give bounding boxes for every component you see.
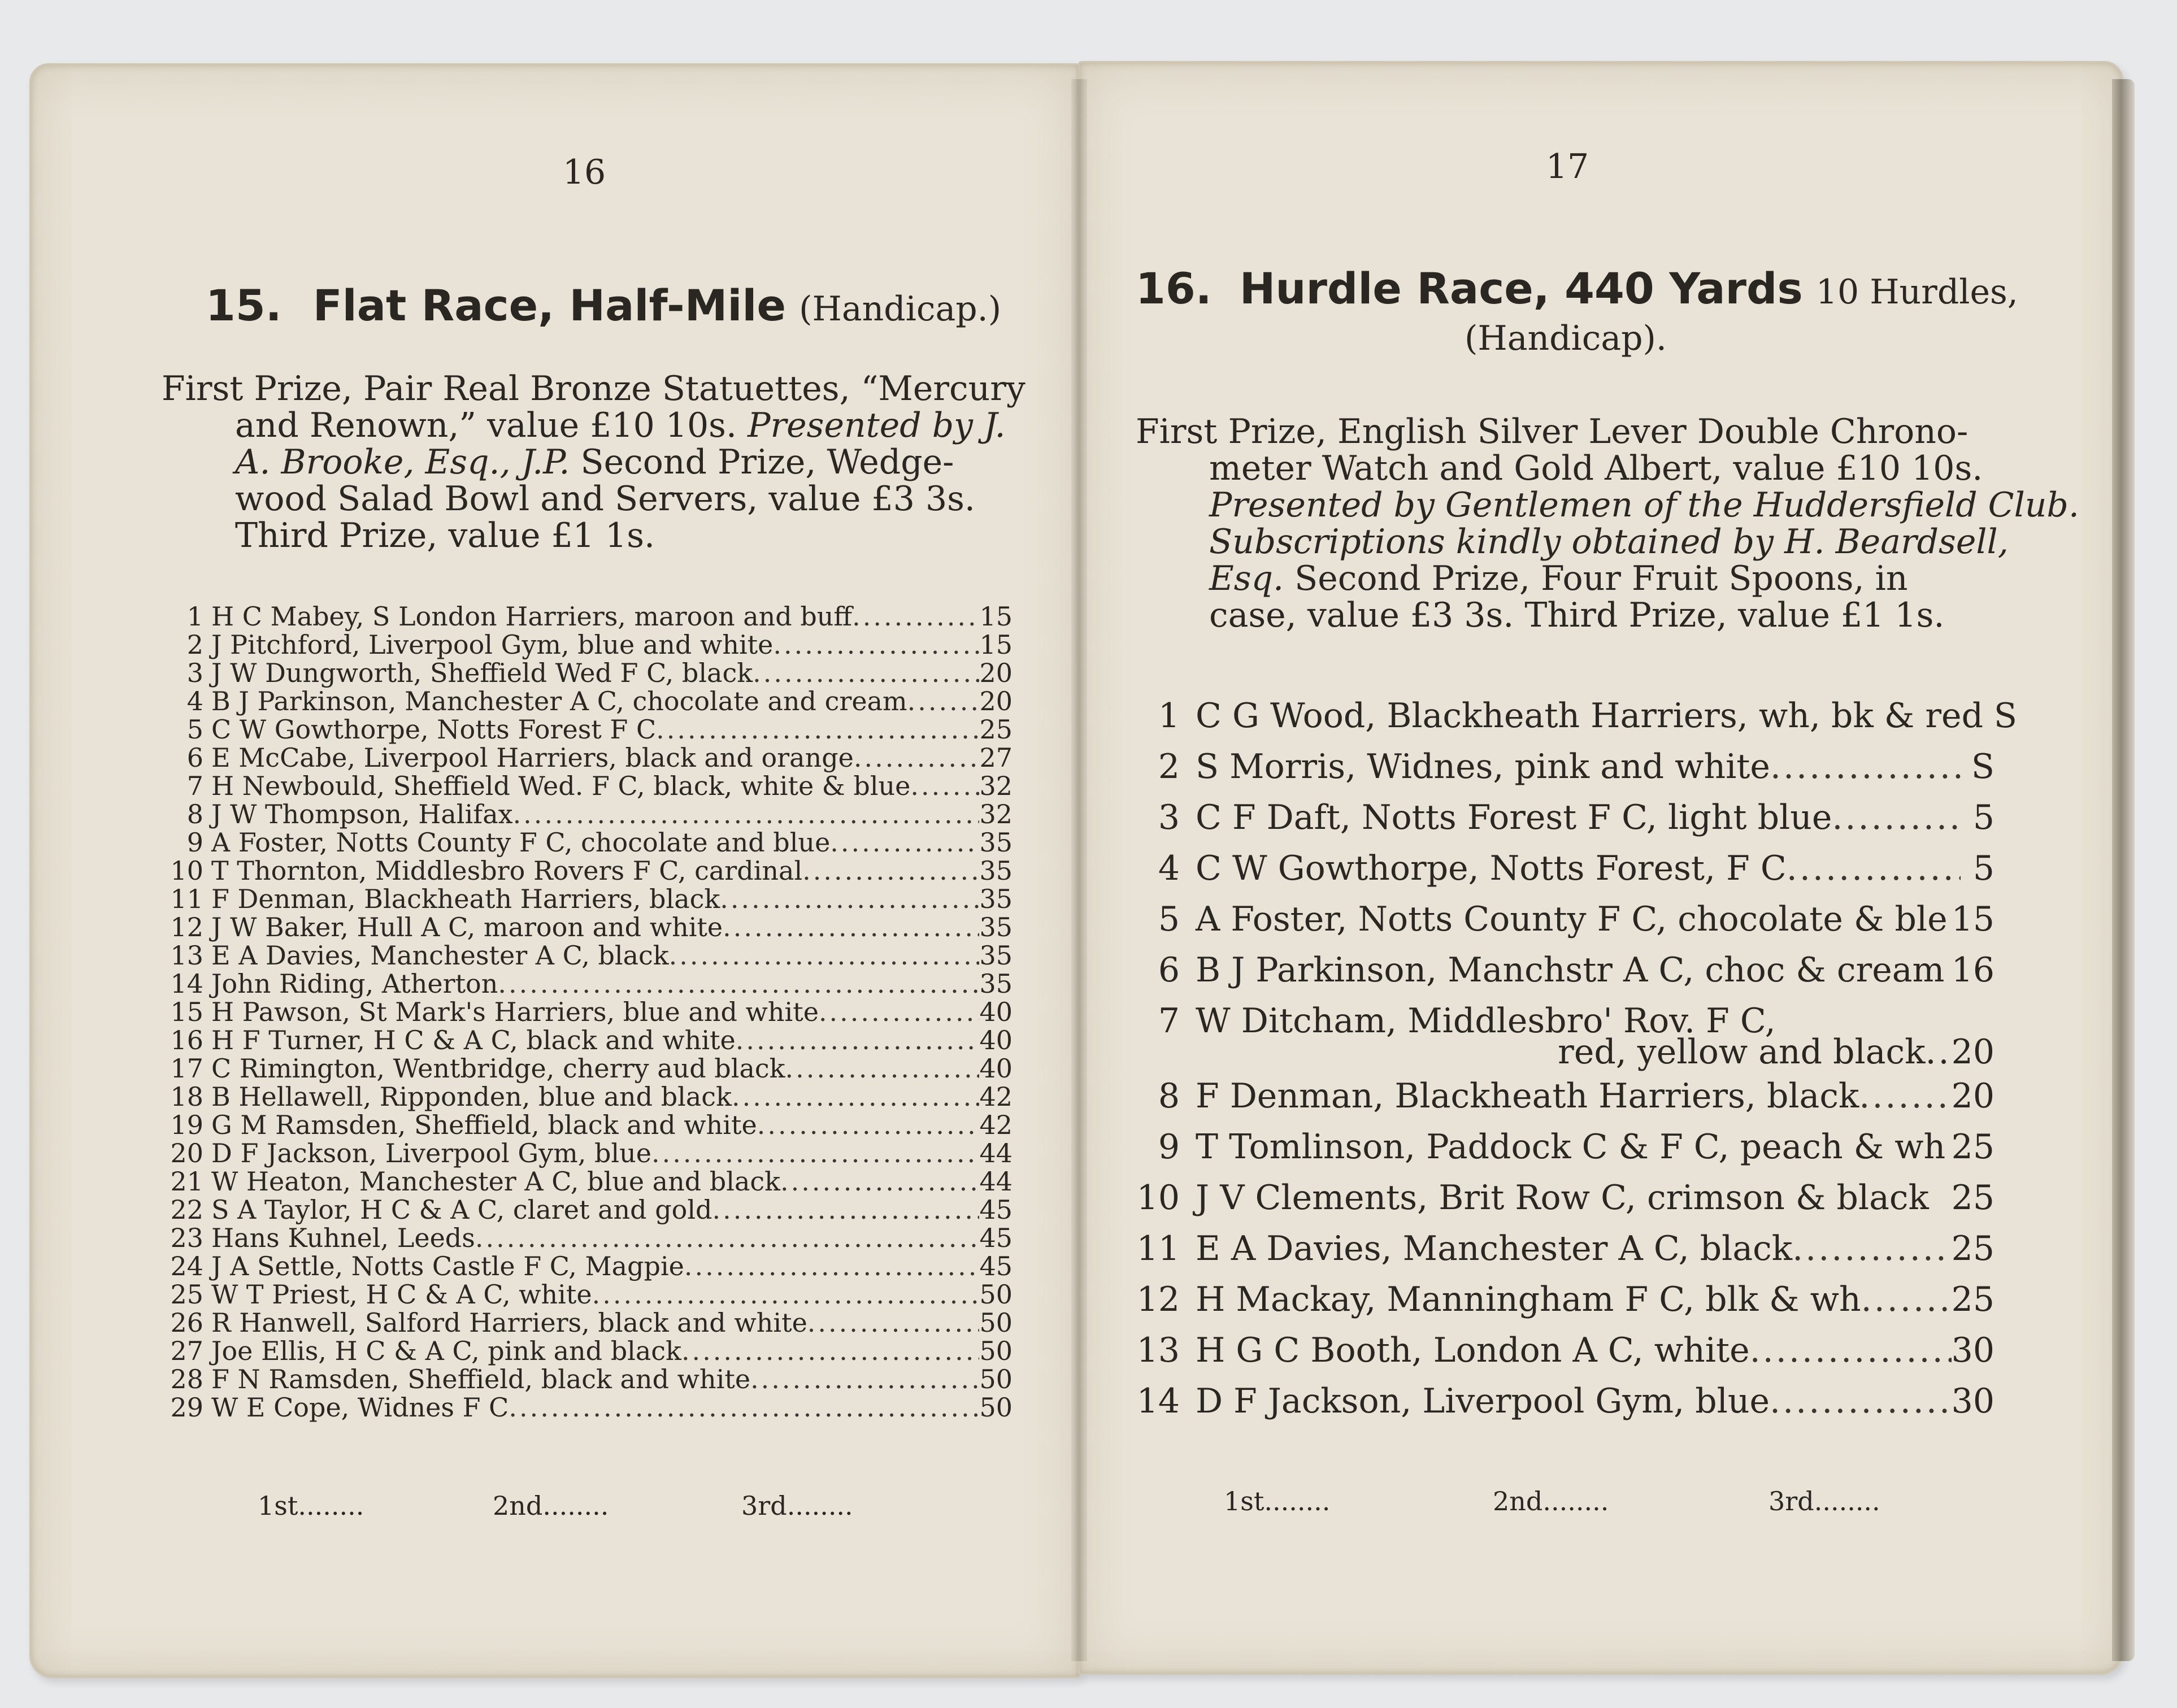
prize-line: First Prize, Pair Real Bronze Statuettes, “Mercury	[162, 369, 1026, 408]
booklet-edge	[2112, 79, 2135, 1661]
entry-row: 9 A Foster, Notts County F C, chocolate and blue ..... 35	[170, 828, 1013, 857]
event-title: Hurdle Race, 440 Yards	[1239, 263, 1803, 314]
entry-row: 3 J W Dungworth, Sheffield Wed F C, black ..... 20	[170, 659, 1013, 687]
entry-row: 20 D F Jackson, Liverpool Gym, blue ..... 44	[170, 1139, 1013, 1167]
entry-row: 15 H Pawson, St Mark's Harriers, blue and white ..... 40	[170, 998, 1013, 1026]
entry-row: 26 R Hanwell, Salford Harriers, black and white ..... 50	[170, 1309, 1013, 1337]
entry-row: 2 S Morris, Widnes, pink and white ..... S	[1135, 741, 1995, 792]
second-place-blank: 2nd........	[1493, 1486, 1609, 1516]
entry-row: 10 T Thornton, Middlesbro Rovers F C, cardinal ..... 35	[170, 857, 1013, 885]
event-heading	[206, 280, 1001, 331]
entry-row: 21 W Heaton, Manchester A C, blue and black ..... 44	[170, 1167, 1013, 1196]
entry-row: 10 J V Clements, Brit Row C, crimson & black 25	[1136, 1178, 1995, 1218]
entry-row: 12 H Mackay, Manningham F C, blk & wh ..... 25	[1135, 1274, 1995, 1325]
event-suffix: 10 Hurdles,	[1815, 272, 2018, 312]
prize-description	[1136, 414, 2079, 634]
page-number: 16	[562, 153, 606, 192]
entry-row: 17 C Rimington, Wentbridge, cherry aud black ..... 40	[170, 1054, 1013, 1083]
prize-line: Third Prize, value £1 1s.	[235, 516, 655, 555]
entry-row: 24 J A Settle, Notts Castle F C, Magpie ..... 45	[170, 1252, 1013, 1280]
entry-row: 7 H Newbould, Sheffield Wed. F C, black, white & blue ..... 32	[170, 772, 1013, 800]
event-heading	[1136, 263, 2018, 314]
entry-row: 13 H G C Booth, London A C, white ..... 30	[1135, 1325, 1995, 1376]
entry-row: 4 B J Parkinson, Manchester A C, chocolate and cream ..... 20	[170, 687, 1013, 715]
third-place-blank: 3rd........	[1768, 1486, 1880, 1516]
entry-list	[1135, 690, 2017, 1427]
entry-row: 6 B J Parkinson, Manchstr A C, choc & cream 16	[1158, 950, 1995, 990]
entry-row: 2 J Pitchford, Liverpool Gym, blue and white ..... 15	[170, 631, 1013, 659]
prize-line: Esq. Second Prize, Four Fruit Spoons, in	[1209, 559, 1908, 598]
entry-row: 25 W T Priest, H C & A C, white ..... 50	[170, 1280, 1013, 1309]
entry-row: 28 F N Ramsden, Sheffield, black and white ..... 50	[170, 1365, 1013, 1393]
entry-row: 1 C G Wood, Blackheath Harriers, wh, bk & red S	[1158, 696, 2017, 736]
prize-line: Presented by Gentlemen of the Huddersfield Club.	[1209, 485, 2079, 525]
entry-row: 7 W Ditcham, Middlesbro' Rov. F C, red, yellow and black .. 20	[1158, 1001, 1995, 1072]
prize-line: and Renown,” value £10 10s. Presented by J.	[235, 406, 1006, 445]
page-number: 17	[1545, 147, 1589, 186]
entry-row: 5 C W Gowthorpe, Notts Forest F C ..... 25	[170, 715, 1013, 744]
entry-row: 27 Joe Ellis, H C & A C, pink and black ..... 50	[170, 1337, 1013, 1365]
entry-row: 6 E McCabe, Liverpool Harriers, black and orange ..... 27	[170, 744, 1013, 772]
entry-row: 19 G M Ramsden, Sheffield, black and white ..... 42	[170, 1111, 1013, 1139]
entry-row: 9 T Tomlinson, Paddock C & F C, peach & wh 25	[1158, 1127, 1995, 1167]
prize-line: Subscriptions kindly obtained by H. Beardsell,	[1209, 522, 2009, 562]
second-place-blank: 2nd........	[493, 1490, 609, 1521]
booklet-spine	[1071, 79, 1087, 1661]
entry-list	[170, 602, 1013, 1422]
entry-row: 29 W E Cope, Widnes F C ..... 50	[170, 1393, 1013, 1422]
first-place-blank: 1st........	[1224, 1486, 1331, 1516]
entry-row: 13 E A Davies, Manchester A C, black ..... 35	[170, 941, 1013, 970]
event-number: 16.	[1136, 263, 1212, 314]
entry-row: 5 A Foster, Notts County F C, chocolate & ble 15	[1158, 899, 1995, 939]
entry-row: 8 F Denman, Blackheath Harriers, black ..... 20	[1135, 1071, 1995, 1122]
first-place-blank: 1st........	[258, 1490, 364, 1521]
entry-row: 22 S A Taylor, H C & A C, claret and gold ..... 45	[170, 1196, 1013, 1224]
entry-row: 12 J W Baker, Hull A C, maroon and white ..... 35	[170, 913, 1013, 941]
entry-row: 16 H F Turner, H C & A C, black and white ..... 40	[170, 1026, 1013, 1054]
entry-row: 1 H C Mabey, S London Harriers, maroon and buff ..... 15	[170, 602, 1013, 631]
prize-line: A. Brooke, Esq., J.P. Second Prize, Wedge-	[235, 442, 954, 482]
prize-line: First Prize, English Silver Lever Double Chrono-	[1136, 412, 1969, 451]
event-subtitle: (Handicap.)	[799, 289, 1002, 329]
entry-row: 11 E A Davies, Manchester A C, black ..... 25	[1135, 1223, 1995, 1274]
entry-row: 8 J W Thompson, Halifax ..... 32	[170, 800, 1013, 828]
entry-row: 4 C W Gowthorpe, Notts Forest, F C ..... 5	[1135, 843, 1995, 894]
entry-row: 11 F Denman, Blackheath Harriers, black ..... 35	[170, 885, 1013, 913]
prize-line: meter Watch and Gold Albert, value £10 10s.	[1209, 449, 1983, 488]
event-number: 15.	[206, 280, 282, 331]
entry-row: 14 D F Jackson, Liverpool Gym, blue ..... 30	[1135, 1376, 1995, 1427]
entry-row: 14 John Riding, Atherton ..... 35	[170, 970, 1013, 998]
entry-row: 3 C F Daft, Notts Forest F C, light blue ..... 5	[1135, 792, 1995, 843]
prize-line: case, value £3 3s. Third Prize, value £1 1s.	[1209, 596, 1945, 635]
entry-row: 18 B Hellawell, Ripponden, blue and black ..... 42	[170, 1083, 1013, 1111]
third-place-blank: 3rd........	[741, 1490, 853, 1521]
prize-description	[162, 371, 1026, 554]
event-title: Flat Race, Half-Mile	[312, 280, 786, 331]
entry-row: 23 Hans Kuhnel, Leeds ..... 45	[170, 1224, 1013, 1252]
event-subtitle: (Handicap).	[1465, 319, 1667, 358]
prize-line: wood Salad Bowl and Servers, value £3 3s.	[235, 479, 975, 519]
